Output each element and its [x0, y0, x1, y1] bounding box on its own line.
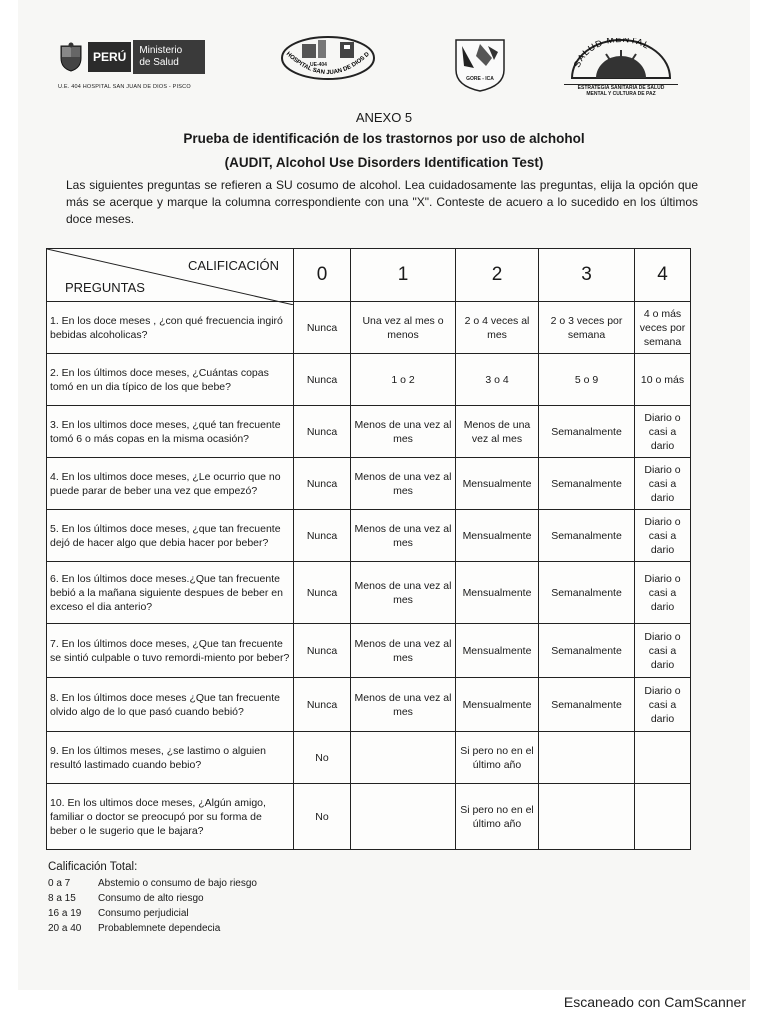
option-cell-4[interactable]: 4 o más veces por semana — [635, 302, 691, 354]
option-cell-0[interactable]: Nunca — [294, 354, 351, 406]
option-cell-3[interactable] — [539, 784, 635, 850]
table-row — [47, 562, 691, 624]
option-cell-2[interactable]: 2 o 4 veces al mes — [456, 302, 539, 354]
option-cell-2[interactable]: Mensualmente — [456, 510, 539, 562]
svg-text:SALUD MENTAL: SALUD MENTAL — [571, 38, 652, 69]
option-cell-0[interactable]: Nunca — [294, 678, 351, 732]
gore-crest-icon — [450, 36, 510, 92]
coat-of-arms-icon — [58, 42, 84, 72]
list-item — [48, 906, 257, 921]
option-cell-4[interactable]: Diario o casi a dario — [635, 510, 691, 562]
option-cell-0[interactable]: Nunca — [294, 562, 351, 624]
option-cell-4[interactable]: Diario o casi a dario — [635, 458, 691, 510]
score-header-1: 1 — [351, 249, 456, 302]
list-item — [48, 891, 257, 906]
document-title: Prueba de identificación de los trastornos por uso de alchohol — [183, 131, 585, 146]
list-item — [48, 876, 257, 891]
option-cell-3[interactable]: Semanalmente — [539, 406, 635, 458]
option-cell-2[interactable]: Si pero no en el último año — [456, 732, 539, 784]
question-cell: 7. En los últimos doce meses, ¿Que tan frecuente se sintió culpable o tuvo remordi-miento por beber? — [47, 624, 294, 678]
question-cell: 1. En los doce meses , ¿con qué frecuencia ingiró bebidas alcoholicas? — [47, 302, 294, 354]
option-cell-3[interactable]: 5 o 9 — [539, 354, 635, 406]
option-cell-0[interactable]: Nunca — [294, 406, 351, 458]
score-header-0: 0 — [294, 249, 351, 302]
option-cell-1[interactable] — [351, 784, 456, 850]
option-cell-4[interactable] — [635, 784, 691, 850]
table-row — [47, 678, 691, 732]
option-cell-0[interactable]: Nunca — [294, 510, 351, 562]
table-row — [47, 624, 691, 678]
peru-label: PERÚ — [88, 42, 131, 72]
header-diagonal-cell — [47, 249, 294, 302]
option-cell-1[interactable]: Menos de una vez al mes — [351, 406, 456, 458]
ministerio-label: Ministerio de Salud — [133, 40, 205, 74]
instructions-paragraph: Las siguientes preguntas se refieren a SU cosumo de alcohol. Lea cuidadosamente las preguntas, elija la opción que más se acerque y marque la columna correspondiente con una "X". Conteste de acuero a lo sucedido en los últimos doce meses. — [66, 178, 698, 226]
gore-ica-logo — [450, 36, 510, 97]
option-cell-0[interactable]: Nunca — [294, 458, 351, 510]
document-subtitle: (AUDIT, Alcohol Use Disorders Identification Test) — [224, 155, 544, 170]
score-header-2: 2 — [456, 249, 539, 302]
minsa-logo — [58, 40, 205, 74]
option-cell-2[interactable]: Mensualmente — [456, 562, 539, 624]
option-cell-4[interactable]: Diario o casi a dario — [635, 406, 691, 458]
table-row — [47, 458, 691, 510]
option-cell-4[interactable]: Diario o casi a dario — [635, 678, 691, 732]
option-cell-1[interactable]: Menos de una vez al mes — [351, 624, 456, 678]
option-cell-2[interactable]: 3 o 4 — [456, 354, 539, 406]
table-row — [47, 732, 691, 784]
option-cell-1[interactable]: Una vez al mes o menos — [351, 302, 456, 354]
option-cell-1[interactable]: Menos de una vez al mes — [351, 562, 456, 624]
score-range: 16 a 19 — [48, 908, 82, 919]
option-cell-0[interactable]: Nunca — [294, 302, 351, 354]
option-cell-1[interactable]: Menos de una vez al mes — [351, 510, 456, 562]
option-cell-2[interactable]: Menos de una vez al mes — [456, 406, 539, 458]
option-cell-1[interactable]: Menos de una vez al mes — [351, 678, 456, 732]
question-cell: 10. En los ultimos doce meses, ¿Algún amigo, familiar o doctor se preocupó por su forma de beber o le sugerio que le bajara? — [47, 784, 294, 850]
hospital-logo — [280, 36, 376, 87]
option-cell-3[interactable]: Semanalmente — [539, 510, 635, 562]
ue-hospital-text: U.E. 404 HOSPITAL SAN JUAN DE DIOS - PISCO — [58, 84, 191, 90]
score-range-label: Probablemnete dependecia — [98, 923, 221, 934]
table-row — [47, 510, 691, 562]
salud-mental-sun-icon — [566, 38, 676, 86]
table-row — [47, 302, 691, 354]
calificacion-header: CALIFICACIÓN — [187, 258, 279, 273]
audit-table — [46, 248, 691, 850]
question-cell: 3. En los ultimos doce meses, ¿qué tan frecuente tomó 6 o más copas en la misma ocasión? — [47, 406, 294, 458]
table-row — [47, 354, 691, 406]
score-header-4: 4 — [635, 249, 691, 302]
anexo-label: ANEXO 5 — [355, 110, 413, 125]
option-cell-1[interactable]: Menos de una vez al mes — [351, 458, 456, 510]
header-logos — [58, 36, 698, 106]
option-cell-4[interactable]: Diario o casi a dario — [635, 624, 691, 678]
score-header-3: 3 — [539, 249, 635, 302]
option-cell-3[interactable]: Semanalmente — [539, 624, 635, 678]
option-cell-1[interactable] — [351, 732, 456, 784]
table-header-row — [47, 249, 691, 302]
question-cell: 6. En los últimos doce meses.¿Que tan frecuente bebió a la mañana siguiente despues de beber en exceso el dia anterio? — [47, 562, 294, 624]
option-cell-3[interactable]: Semanalmente — [539, 678, 635, 732]
total-score-legend — [48, 861, 257, 936]
score-range-label: Consumo de alto riesgo — [98, 893, 204, 904]
option-cell-2[interactable]: Mensualmente — [456, 678, 539, 732]
option-cell-4[interactable]: Diario o casi a dario — [635, 562, 691, 624]
camscanner-watermark: Escaneado con CamScanner — [563, 994, 746, 1010]
question-cell: 5. En los últimos doce meses, ¿que tan frecuente dejó de hacer algo que debia hacer por beber? — [47, 510, 294, 562]
option-cell-4[interactable]: 10 o más — [635, 354, 691, 406]
option-cell-3[interactable]: Semanalmente — [539, 458, 635, 510]
option-cell-1[interactable]: 1 o 2 — [351, 354, 456, 406]
question-cell: 2. En los últimos doce meses, ¿Cuántas copas tomó en un dia típico de los que bebe? — [47, 354, 294, 406]
svg-text:HOSPITAL SAN JUAN DE DIOS DE P: HOSPITAL SAN JUAN DE DIOS D — [284, 51, 371, 77]
question-cell: 4. En los ultimos doce meses, ¿Le ocurrio que no puede parar de beber una vez que empezó? — [47, 458, 294, 510]
hospital-building-icon — [280, 36, 376, 82]
option-cell-0[interactable]: No — [294, 732, 351, 784]
list-item — [48, 921, 257, 936]
hospital-logo-caption: UE-404 — [310, 62, 327, 68]
salud-mental-caption: ESTRATEGIA SANITARIA DE SALUD MENTAL Y CULTURA DE PAZ — [564, 84, 678, 97]
table-row — [47, 784, 691, 850]
option-cell-0[interactable]: Nunca — [294, 624, 351, 678]
question-cell: 9. En los últimos meses, ¿se lastimo o alguien resultó lastimado cuando bebio? — [47, 732, 294, 784]
option-cell-3[interactable]: Semanalmente — [539, 562, 635, 624]
score-range: 8 a 15 — [48, 893, 76, 904]
salud-mental-logo — [566, 38, 676, 97]
score-range-label: Abstemio o consumo de bajo riesgo — [98, 878, 257, 889]
option-cell-0[interactable]: No — [294, 784, 351, 850]
option-cell-4[interactable] — [635, 732, 691, 784]
option-cell-2[interactable]: Mensualmente — [456, 458, 539, 510]
gore-caption: GORE - ICA — [466, 76, 494, 82]
option-cell-2[interactable]: Mensualmente — [456, 624, 539, 678]
score-range: 0 a 7 — [48, 878, 71, 889]
option-cell-3[interactable] — [539, 732, 635, 784]
question-cell: 8. En los últimos doce meses ¿Que tan frecuente olvido algo de lo que pasó cuando bebió? — [47, 678, 294, 732]
score-range: 20 a 40 — [48, 923, 82, 934]
score-range-label: Consumo perjudicial — [98, 908, 189, 919]
table-row — [47, 406, 691, 458]
preguntas-header: PREGUNTAS — [65, 280, 145, 295]
option-cell-2[interactable]: Si pero no en el último año — [456, 784, 539, 850]
total-score-title: Calificación Total: — [48, 861, 138, 873]
option-cell-3[interactable]: 2 o 3 veces por semana — [539, 302, 635, 354]
